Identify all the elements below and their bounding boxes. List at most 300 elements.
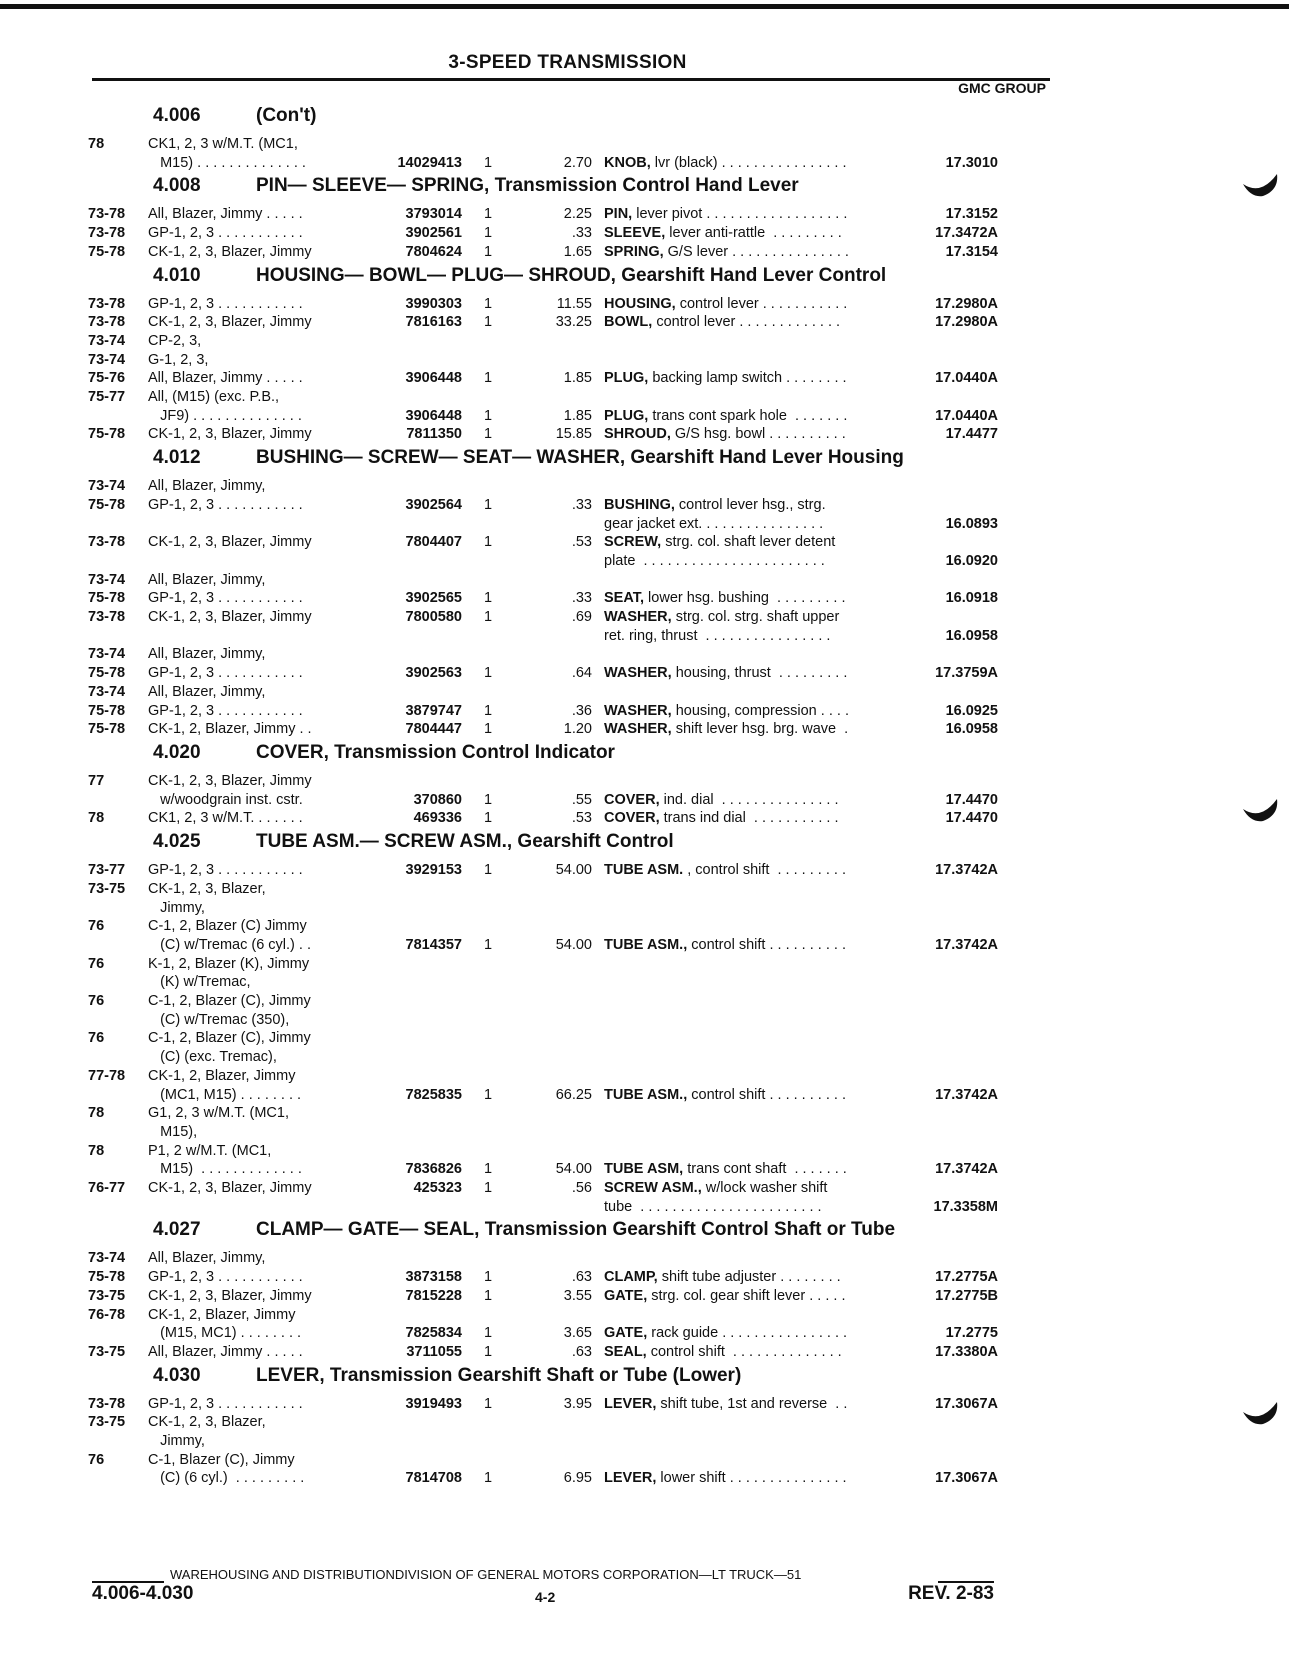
- part-row: [88, 627, 1050, 646]
- quantity: 1: [484, 609, 493, 626]
- part-row: [88, 589, 1050, 608]
- model-years: 73-75: [88, 1287, 126, 1304]
- part-row: [88, 205, 1050, 224]
- part-detail: ind. dial . . . . . . . . . . . . . . .: [659, 791, 839, 808]
- quantity: 1: [484, 862, 493, 879]
- part-description: [592, 1469, 902, 1488]
- section-heading: [88, 1365, 1050, 1395]
- part-number: 7804624: [405, 243, 462, 260]
- footer-section-range: 4.006-4.030: [92, 1583, 194, 1604]
- model-years: 73-78: [88, 534, 126, 551]
- price: 1.85: [563, 407, 592, 424]
- model-years: 73-74: [88, 478, 126, 495]
- section-code: 4.008: [153, 175, 201, 197]
- application: (K) w/Tremac,: [148, 974, 251, 991]
- model-years: 73-74: [88, 571, 126, 588]
- part-row: [88, 351, 1050, 370]
- catalog-group-number: 16.0893: [945, 515, 998, 532]
- catalog-group-number: 17.2775: [945, 1325, 998, 1342]
- application: (C) w/Tremac (6 cyl.) . .: [148, 936, 311, 953]
- application: (MC1, M15) . . . . . . . .: [148, 1086, 302, 1103]
- part-description: [592, 407, 902, 426]
- part-name: WASHER,: [604, 665, 672, 682]
- section-title: CLAMP— GATE— SEAL, Transmission Gearshift Control Shaft or Tube: [256, 1219, 896, 1241]
- part-description: [592, 1395, 902, 1414]
- application: GP-1, 2, 3 . . . . . . . . . . .: [148, 295, 303, 312]
- part-row: [88, 388, 1050, 407]
- part-description: [592, 1198, 902, 1217]
- part-row: [88, 369, 1050, 388]
- model-years: 77-78: [88, 1067, 126, 1084]
- catalog-group-number: 17.2980A: [935, 295, 998, 312]
- part-name: HOUSING,: [604, 295, 676, 312]
- model-years: 73-77: [88, 862, 126, 879]
- part-row: [88, 1142, 1050, 1161]
- model-years: 78: [88, 1142, 105, 1159]
- part-detail: backing lamp switch . . . . . . . .: [648, 370, 847, 387]
- application: CK-1, 2, 3, Blazer, Jimmy: [148, 1180, 312, 1197]
- part-number: 3919493: [405, 1395, 462, 1412]
- catalog-group-number: 16.0918: [945, 590, 998, 607]
- group-label: GMC GROUP: [958, 80, 1046, 96]
- part-row: [88, 224, 1050, 243]
- part-row: [88, 1268, 1050, 1287]
- binder-hole-mark-icon: [1241, 795, 1281, 825]
- part-number: 3929153: [405, 862, 462, 879]
- part-row: [88, 936, 1050, 955]
- part-detail: shift tube, 1st and reverse . .: [656, 1395, 848, 1412]
- part-row: [88, 683, 1050, 702]
- section-title: LEVER, Transmission Gearshift Shaft or Tube (Lower): [256, 1364, 742, 1386]
- application: (C) w/Tremac (350),: [148, 1011, 290, 1028]
- model-years: 76-78: [88, 1306, 126, 1323]
- price: 6.95: [563, 1470, 592, 1487]
- part-number: 7816163: [405, 314, 462, 331]
- model-years: 75-78: [88, 590, 126, 607]
- part-number: 7811350: [406, 426, 462, 443]
- quantity: 1: [484, 1343, 493, 1360]
- part-row: [88, 1104, 1050, 1123]
- quantity: 1: [484, 590, 493, 607]
- part-description: [592, 664, 902, 683]
- application: CK-1, 2, 3, Blazer, Jimmy: [148, 772, 312, 789]
- part-row: [88, 1067, 1050, 1086]
- part-description: [592, 627, 902, 646]
- footer-text: WAREHOUSING AND DISTRIBUTIONDIVISION OF GENERAL MOTORS CORPORATION—LT TRUCK—51: [170, 1567, 802, 1582]
- part-description: [592, 369, 902, 388]
- application: All, Blazer, Jimmy,: [148, 646, 266, 663]
- part-row: [88, 702, 1050, 721]
- part-row: [88, 973, 1050, 992]
- top-border-rule: [0, 4, 1289, 9]
- part-row: [88, 1123, 1050, 1142]
- part-row: [88, 955, 1050, 974]
- price: .33: [571, 496, 592, 513]
- price: 33.25: [555, 314, 592, 331]
- part-name: GATE,: [604, 1287, 648, 1304]
- application: C-1, 2, Blazer (C), Jimmy: [148, 993, 311, 1010]
- section-code: 4.006: [153, 105, 201, 126]
- part-detail: G/S hsg. bowl . . . . . . . . . .: [670, 426, 846, 443]
- price: .33: [571, 590, 592, 607]
- part-description: [592, 295, 902, 314]
- part-detail: lower hsg. bushing . . . . . . . . .: [644, 590, 846, 607]
- catalog-group-number: 17.3154: [945, 243, 998, 260]
- part-description: [592, 1160, 902, 1179]
- part-row: [88, 313, 1050, 332]
- application: CK-1, 2, 3, Blazer, Jimmy: [148, 1287, 312, 1304]
- application: GP-1, 2, 3 . . . . . . . . . . .: [148, 665, 303, 682]
- application: Jimmy,: [148, 1433, 205, 1450]
- binder-hole-mark-icon: [1241, 170, 1281, 200]
- part-name: LEVER,: [604, 1470, 657, 1487]
- part-number: 3902564: [405, 496, 462, 513]
- application: C-1, 2, Blazer (C), Jimmy: [148, 1030, 311, 1047]
- model-years: 75-78: [88, 1269, 126, 1286]
- model-years: 77: [88, 772, 105, 789]
- part-description: [592, 243, 902, 262]
- section-title: PIN— SLEEVE— SPRING, Transmission Control Hand Lever: [256, 175, 799, 197]
- quantity: 1: [484, 154, 493, 171]
- model-years: 73-78: [88, 609, 126, 626]
- part-description: [592, 702, 902, 721]
- quantity: 1: [484, 1325, 493, 1342]
- model-years: 78: [88, 810, 105, 827]
- quantity: 1: [484, 1470, 493, 1487]
- part-detail: lever pivot . . . . . . . . . . . . . . . . . .: [632, 206, 848, 223]
- part-detail: control shift . . . . . . . . . .: [687, 1086, 846, 1103]
- catalog-group-number: 16.0958: [945, 721, 998, 738]
- catalog-group-number: 17.4470: [945, 810, 998, 827]
- part-row: [88, 880, 1050, 899]
- catalog-group-number: 17.4470: [945, 791, 998, 808]
- part-description: [592, 224, 902, 243]
- part-number: 3990303: [405, 295, 462, 312]
- quantity: 1: [484, 702, 493, 719]
- model-years: 73-74: [88, 683, 126, 700]
- catalog-group-number: 17.3067A: [935, 1395, 998, 1412]
- model-years: 73-74: [88, 646, 126, 663]
- catalog-group-number: 16.0958: [945, 627, 998, 644]
- catalog-group-number: 16.0925: [945, 702, 998, 719]
- price: 15.85: [555, 426, 592, 443]
- part-description: [592, 313, 902, 332]
- part-row: [88, 1451, 1050, 1470]
- part-name: KNOB,: [604, 154, 651, 171]
- part-description: [592, 154, 902, 173]
- part-name: SLEEVE,: [604, 225, 666, 242]
- catalog-group-number: 17.3759A: [935, 665, 998, 682]
- part-row: [88, 243, 1050, 262]
- price: 66.25: [555, 1086, 592, 1103]
- part-detail: shift lever hsg. brg. wave .: [671, 721, 849, 738]
- part-detail: lower shift . . . . . . . . . . . . . . .: [656, 1470, 847, 1487]
- application: G-1, 2, 3,: [148, 351, 209, 368]
- part-detail: lever anti-rattle . . . . . . . . .: [665, 225, 842, 242]
- section-code: 4.025: [153, 831, 201, 853]
- part-row: [88, 861, 1050, 880]
- price: 54.00: [555, 862, 592, 879]
- section-title: BUSHING— SCREW— SEAT— WASHER, Gearshift Hand Lever Housing: [256, 447, 904, 469]
- catalog-group-number: 17.3152: [945, 206, 998, 223]
- part-row: [88, 1179, 1050, 1198]
- binder-hole-mark-icon: [1241, 1398, 1281, 1428]
- part-number: 3711055: [406, 1343, 462, 1360]
- part-detail: shift tube adjuster . . . . . . . .: [657, 1269, 841, 1286]
- part-row: [88, 477, 1050, 496]
- part-detail: control shift . . . . . . . . . .: [687, 936, 846, 953]
- part-description: [592, 809, 902, 828]
- application: GP-1, 2, 3 . . . . . . . . . . .: [148, 862, 303, 879]
- model-years: 78: [88, 1105, 105, 1122]
- part-detail: , control shift . . . . . . . . .: [683, 862, 846, 879]
- part-name: WASHER,: [604, 721, 672, 738]
- price: 2.70: [563, 154, 592, 171]
- section-heading: [88, 831, 1050, 861]
- part-row: [88, 1469, 1050, 1488]
- price: .56: [571, 1180, 592, 1197]
- part-detail: trans cont shaft . . . . . . .: [683, 1161, 847, 1178]
- part-row: [88, 720, 1050, 739]
- model-years: 75-78: [88, 702, 126, 719]
- price: .53: [571, 534, 592, 551]
- application: K-1, 2, Blazer (K), Jimmy: [148, 955, 310, 972]
- catalog-group-number: 17.3472A: [935, 225, 998, 242]
- model-years: 73-75: [88, 880, 126, 897]
- quantity: 1: [484, 225, 493, 242]
- model-years: 75-78: [88, 496, 126, 513]
- part-row: [88, 899, 1050, 918]
- part-number: 7804447: [405, 721, 462, 738]
- part-row: [88, 1198, 1050, 1217]
- model-years: 78: [88, 136, 105, 152]
- part-number: 370860: [413, 791, 462, 808]
- price: 11.55: [556, 295, 592, 312]
- part-name: GATE,: [604, 1325, 648, 1342]
- part-description: [592, 791, 902, 810]
- price: 1.85: [563, 370, 592, 387]
- part-detail: strg. col. gear shift lever . . . . .: [647, 1287, 846, 1304]
- part-detail: control lever hsg., strg.: [674, 496, 826, 513]
- part-row: [88, 1287, 1050, 1306]
- section-heading: [88, 742, 1050, 772]
- part-description: [592, 589, 902, 608]
- part-description: [592, 1343, 902, 1362]
- part-number: 7814708: [405, 1470, 462, 1487]
- part-description: [592, 936, 902, 955]
- model-years: 76: [88, 1451, 105, 1468]
- part-row: [88, 1432, 1050, 1451]
- catalog-group-number: 17.3380A: [935, 1343, 998, 1360]
- application: All, Blazer, Jimmy . . . . .: [148, 370, 303, 387]
- price: 1.20: [563, 721, 592, 738]
- application: CK1, 2, 3 w/M.T. . . . . . .: [148, 810, 303, 827]
- part-name: COVER,: [604, 810, 660, 827]
- part-name: SCREW,: [604, 534, 662, 551]
- part-name: SCREW ASM.,: [604, 1180, 702, 1197]
- application: M15),: [148, 1123, 198, 1140]
- part-name: PIN,: [604, 206, 633, 223]
- part-detail: w/lock washer shift: [701, 1180, 828, 1197]
- part-description: [592, 496, 902, 515]
- quantity: 1: [484, 1287, 493, 1304]
- part-detail: ret. ring, thrust . . . . . . . . . . . . . . . .: [604, 627, 831, 644]
- part-number: 3873158: [405, 1269, 462, 1286]
- quantity: 1: [484, 534, 493, 551]
- quantity: 1: [484, 370, 493, 387]
- quantity: 1: [484, 426, 493, 443]
- part-description: [592, 1179, 902, 1198]
- part-row: [88, 552, 1050, 571]
- part-row: [88, 608, 1050, 627]
- price: 54.00: [555, 1161, 592, 1178]
- price: 3.95: [563, 1395, 592, 1412]
- catalog-group-number: 17.3742A: [935, 936, 998, 953]
- price: .53: [571, 810, 592, 827]
- part-name: WASHER,: [604, 702, 672, 719]
- quantity: 1: [484, 936, 493, 953]
- part-number: 7836826: [405, 1161, 462, 1178]
- catalog-group-number: 17.2775A: [935, 1269, 998, 1286]
- part-number: 469336: [413, 810, 462, 827]
- application: M15) . . . . . . . . . . . . . .: [148, 154, 306, 171]
- part-name: TUBE ASM,: [604, 1161, 684, 1178]
- part-row: [88, 295, 1050, 314]
- part-description: [592, 1324, 902, 1343]
- model-years: 75-78: [88, 721, 126, 738]
- catalog-group-number: 17.3742A: [935, 1161, 998, 1178]
- footer-page-number: 4-2: [535, 1589, 556, 1605]
- footer-revision: REV. 2-83: [908, 1583, 994, 1604]
- section-heading: [88, 265, 1050, 295]
- part-detail: strg. col. shaft lever detent: [661, 534, 836, 551]
- part-description: [592, 861, 902, 880]
- section-title: HOUSING— BOWL— PLUG— SHROUD, Gearshift Hand Lever Control: [256, 264, 887, 286]
- part-detail: trans cont spark hole . . . . . . .: [648, 407, 848, 424]
- part-name: TUBE ASM.,: [604, 1086, 688, 1103]
- part-number: 7800580: [405, 609, 462, 626]
- part-row: [88, 533, 1050, 552]
- section-title: TUBE ASM.— SCREW ASM., Gearshift Control: [256, 831, 674, 853]
- quantity: 1: [484, 206, 493, 223]
- part-row: [88, 1413, 1050, 1432]
- application: GP-1, 2, 3 . . . . . . . . . . .: [148, 1395, 303, 1412]
- part-row: [88, 1324, 1050, 1343]
- catalog-group-number: 17.0440A: [935, 407, 998, 424]
- part-name: PLUG,: [604, 407, 649, 424]
- price: 2.25: [563, 206, 592, 223]
- part-row: [88, 1011, 1050, 1030]
- model-years: 73-78: [88, 206, 126, 223]
- application: All, Blazer, Jimmy . . . . .: [148, 206, 303, 223]
- section-code: 4.027: [153, 1219, 201, 1241]
- part-number: 7804407: [405, 534, 462, 551]
- part-detail: housing, compression . . . .: [671, 702, 849, 719]
- section-heading: [88, 447, 1050, 477]
- model-years: 73-78: [88, 1395, 126, 1412]
- part-detail: control lever . . . . . . . . . . .: [675, 295, 848, 312]
- application: CK1, 2, 3 w/M.T. (MC1,: [148, 136, 298, 152]
- part-detail: gear jacket ext. . . . . . . . . . . . . . . .: [604, 515, 824, 532]
- part-name: PLUG,: [604, 370, 649, 387]
- quantity: 1: [484, 810, 493, 827]
- part-description: [592, 1268, 902, 1287]
- application: (M15, MC1) . . . . . . . .: [148, 1325, 302, 1342]
- part-number: 3879747: [405, 702, 462, 719]
- part-name: LEVER,: [604, 1395, 657, 1412]
- application: M15) . . . . . . . . . . . . .: [148, 1161, 302, 1178]
- part-row: [88, 809, 1050, 828]
- application: All, Blazer, Jimmy . . . . .: [148, 1343, 303, 1360]
- section-heading: [88, 1219, 1050, 1249]
- part-row: [88, 407, 1050, 426]
- title-rule: [92, 78, 1050, 81]
- part-name: SEAT,: [604, 590, 645, 607]
- part-name: COVER,: [604, 791, 660, 808]
- part-row: [88, 496, 1050, 515]
- parts-listing: [88, 102, 1050, 1488]
- application: CK-1, 2, Blazer, Jimmy . .: [148, 721, 312, 738]
- section-code: 4.030: [153, 1364, 201, 1386]
- application: CK-1, 2, 3, Blazer, Jimmy: [148, 314, 312, 331]
- part-description: [592, 533, 902, 552]
- part-row: [88, 154, 1050, 173]
- section-title: (Con't): [256, 105, 317, 126]
- part-row: [88, 664, 1050, 683]
- part-number: 425323: [413, 1180, 462, 1197]
- model-years: 76: [88, 918, 105, 935]
- section-code: 4.012: [153, 447, 201, 469]
- model-years: 73-74: [88, 351, 126, 368]
- part-name: SHROUD,: [604, 426, 671, 443]
- application: GP-1, 2, 3 . . . . . . . . . . .: [148, 702, 303, 719]
- part-row: [88, 992, 1050, 1011]
- part-row: [88, 1343, 1050, 1362]
- part-row: [88, 1306, 1050, 1325]
- part-row: [88, 1086, 1050, 1105]
- application: CK-1, 2, 3, Blazer, Jimmy: [148, 426, 312, 443]
- quantity: 1: [484, 295, 493, 312]
- section-heading: [88, 105, 1050, 135]
- part-number: 7825834: [405, 1325, 462, 1342]
- catalog-group-number: 17.0440A: [935, 370, 998, 387]
- application: GP-1, 2, 3 . . . . . . . . . . .: [148, 496, 303, 513]
- page-title: 3-SPEED TRANSMISSION: [448, 52, 687, 73]
- part-description: [592, 515, 902, 534]
- part-detail: plate . . . . . . . . . . . . . . . . . . . . . . .: [604, 552, 825, 569]
- model-years: 73-78: [88, 225, 126, 242]
- model-years: 75-76: [88, 370, 126, 387]
- model-years: 73-78: [88, 314, 126, 331]
- price: .64: [571, 665, 592, 682]
- quantity: 1: [484, 314, 493, 331]
- price: .63: [571, 1343, 592, 1360]
- catalog-group-number: 17.3742A: [935, 1086, 998, 1103]
- quantity: 1: [484, 1086, 493, 1103]
- catalog-group-number: 17.3742A: [935, 862, 998, 879]
- model-years: 76: [88, 1030, 105, 1047]
- application: CK-1, 2, 3, Blazer,: [148, 880, 266, 897]
- price: .69: [571, 609, 592, 626]
- model-years: 75-77: [88, 389, 126, 406]
- price: .33: [571, 225, 592, 242]
- quantity: 1: [484, 1161, 493, 1178]
- part-row: [88, 791, 1050, 810]
- part-row: [88, 135, 1050, 154]
- part-detail: G/S lever . . . . . . . . . . . . . . .: [663, 243, 849, 260]
- application: GP-1, 2, 3 . . . . . . . . . . .: [148, 225, 303, 242]
- part-number: 3902561: [405, 225, 462, 242]
